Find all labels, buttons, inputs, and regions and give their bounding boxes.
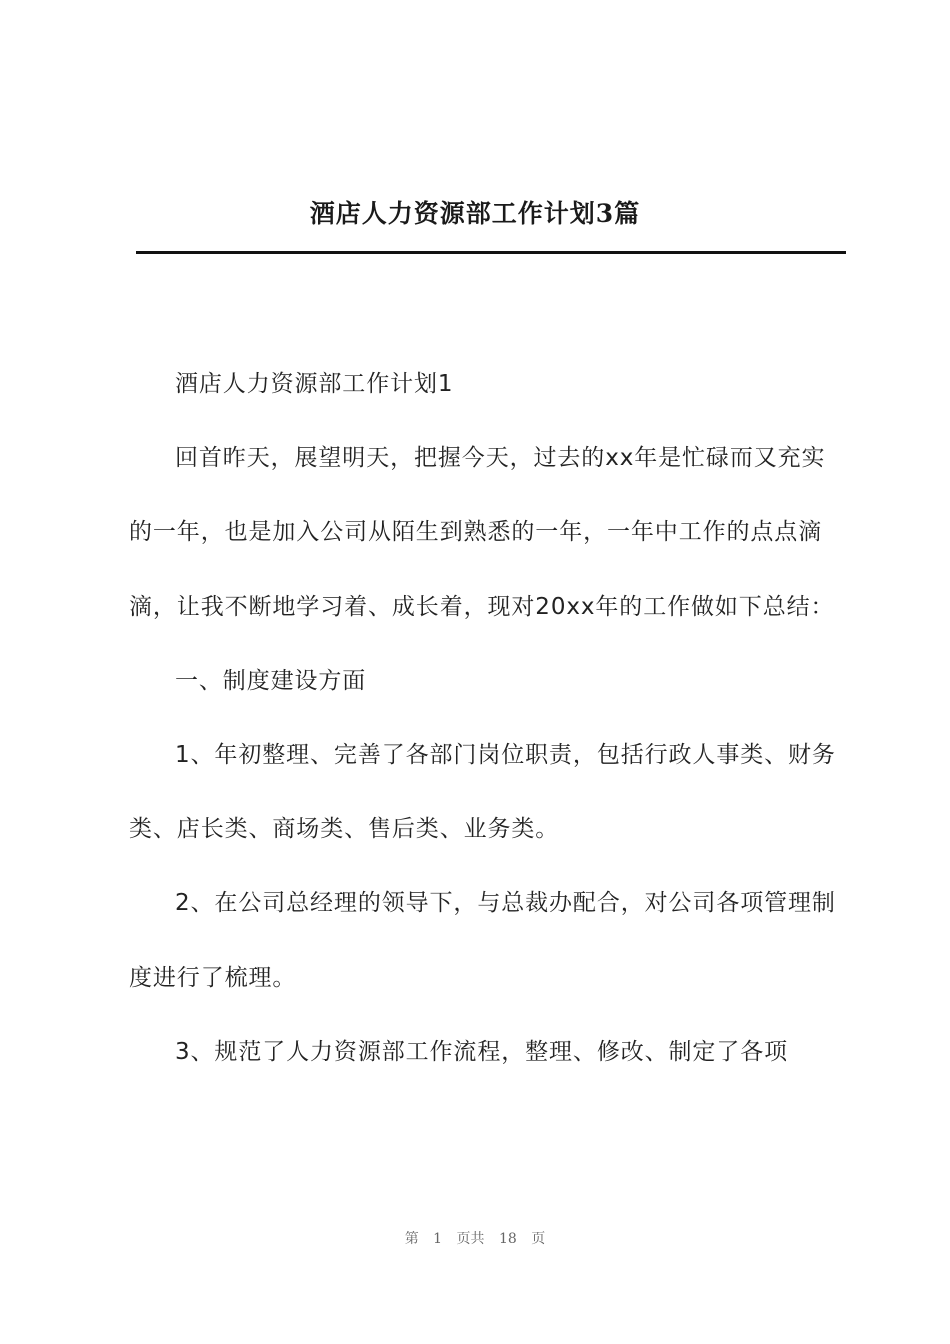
paragraph: 回首昨天，展望明天，把握今天，过去的xx年是忙碌而又充实的一年，也是加入公司从陌生到熟悉的一年，一年中工作的点点滴滴，让我不断地学习着、成长着，现对20xx年的工作做如下总结：: [129, 445, 835, 620]
paragraph: 2、在公司总经理的领导下，与总裁办配合，对公司各项管理制度进行了梳理。: [129, 890, 836, 991]
document-body: [129, 347, 841, 1089]
document-title: 酒店人力资源部工作计划3篇: [309, 199, 641, 228]
title-rule: [136, 251, 846, 254]
page-footer: 第 1 页共 18 页: [404, 1231, 546, 1247]
paragraph: 3、规范了人力资源部工作流程，整理、修改、制定了各项: [175, 1038, 789, 1065]
paragraph: 1、年初整理、完善了各部门岗位职责，包括行政人事类、财务类、店长类、商场类、售后类、业务类。: [129, 742, 836, 843]
paragraph: 一、制度建设方面: [175, 667, 367, 694]
paragraph: 酒店人力资源部工作计划1: [175, 371, 454, 397]
